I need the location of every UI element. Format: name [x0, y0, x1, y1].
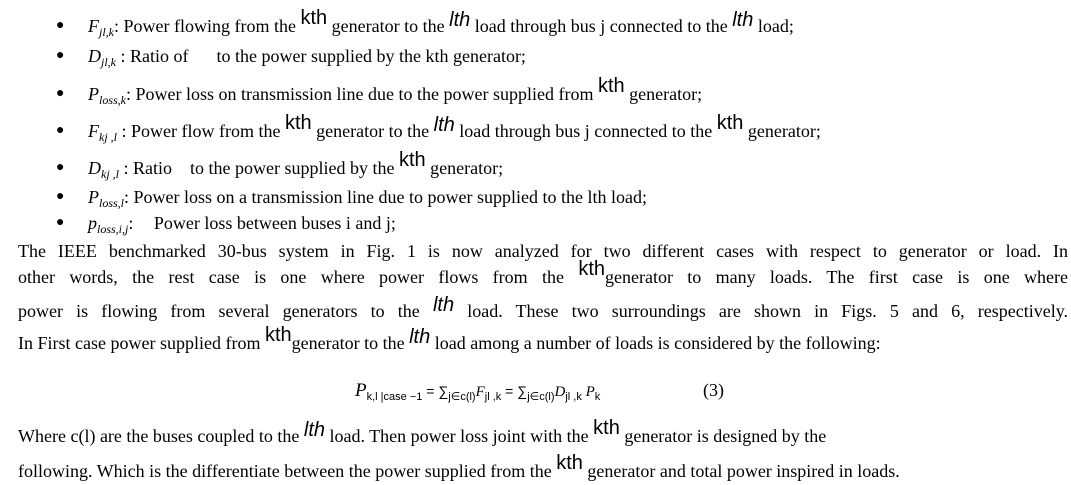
- kth-mark: kth: [398, 149, 426, 171]
- equation-number: (3): [703, 380, 724, 400]
- bullet-icon: ●: [56, 215, 65, 230]
- paragraph-line: In First case power supplied from kthgenerator to the lth load among a number of loads is considered by the following:: [18, 324, 881, 353]
- paragraph-line: following. Which is the differentiate between the power supplied from the kth generator and total power inspired in loads.: [18, 452, 900, 481]
- bullet-icon: ●: [56, 86, 65, 101]
- kth-mark: kth: [284, 112, 312, 134]
- bullet-icon: ●: [56, 48, 65, 63]
- kth-mark: kth: [716, 112, 744, 134]
- paragraph-line: Where c(l) are the buses coupled to the lth load. Then power loss joint with the kth generator is designed by the: [18, 417, 827, 446]
- bullet-icon: ●: [56, 18, 65, 33]
- paragraph-line: other words, the rest case is one where power flows from the kthgenerator to many loads. The first case is one where: [18, 258, 1068, 287]
- symbol: $F_{jl,k}$: [88, 16, 114, 39]
- paragraph-line: The IEEE benchmarked 30-bus system in Fig. 1 is now analyzed for two different cases with respect to generator or load. In: [18, 241, 1068, 261]
- kth-mark: kth: [597, 75, 625, 97]
- equation: $P_{k,l |case -1} = \sum_{j\in c(l)}F_{jl ,k} = \sum_{j\in c(l)}D_{jl ,k}$ $P_k$: [355, 380, 601, 403]
- kth-mark: kth: [300, 7, 328, 29]
- text: Power flowing from the: [123, 16, 296, 36]
- bullet-icon: ●: [56, 160, 65, 175]
- paragraph-line: power is flowing from several generators to the lth load. These two surroundings are shown in Figs. 5 and 6, respectively.: [18, 294, 1069, 321]
- lth-mark: lth: [449, 9, 471, 31]
- lth-mark: lth: [732, 9, 754, 31]
- lth-mark: lth: [433, 114, 455, 136]
- bullet-icon: ●: [56, 123, 65, 138]
- bullet-icon: ●: [56, 189, 65, 204]
